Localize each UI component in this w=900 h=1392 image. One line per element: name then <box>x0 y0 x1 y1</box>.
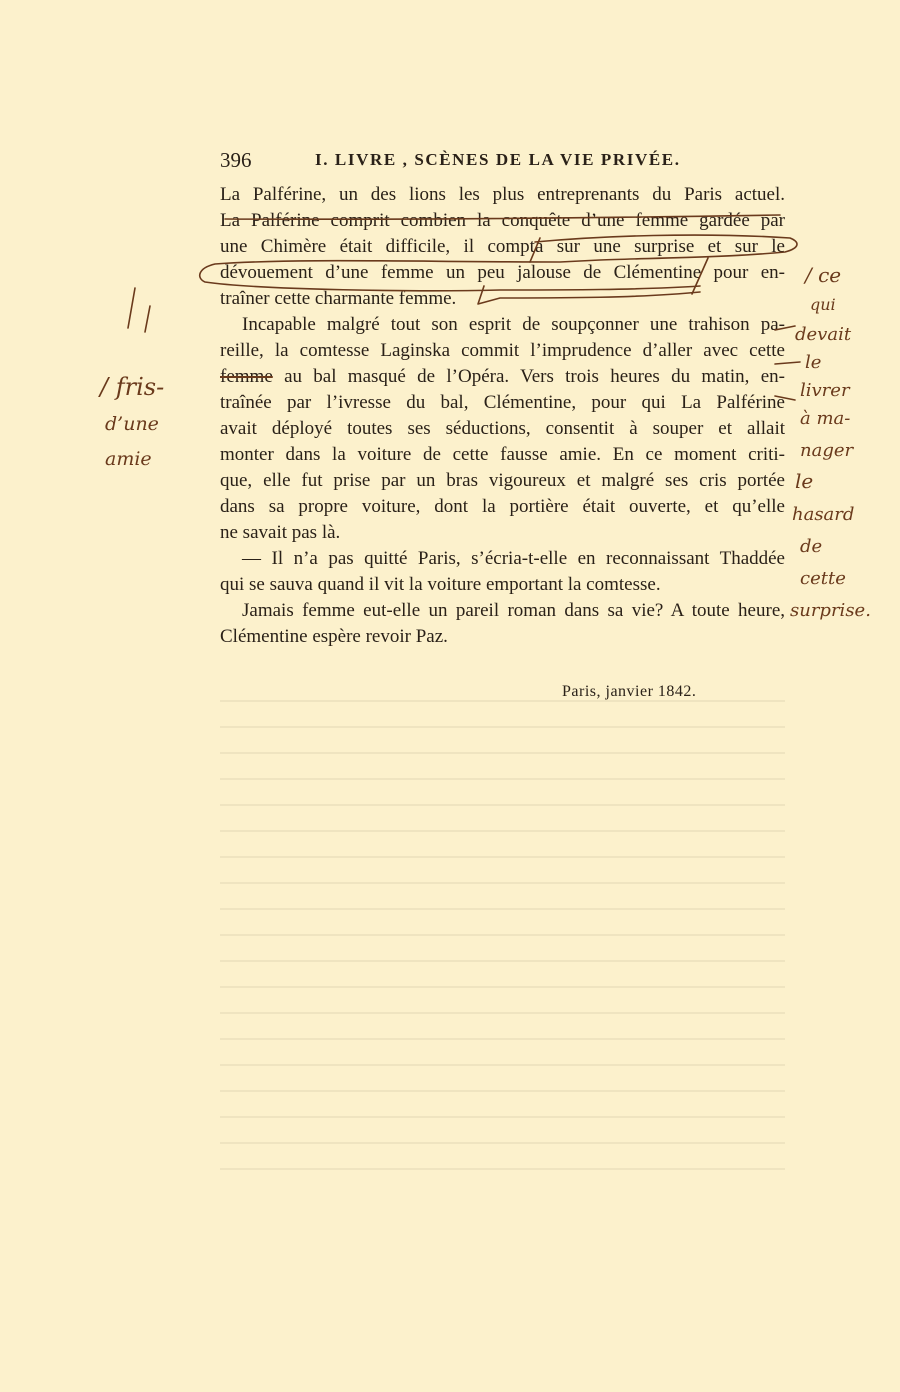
text-line: ne savait pas là. <box>220 522 341 543</box>
right-note-line: nager <box>800 440 854 461</box>
right-note-line: de <box>800 536 823 557</box>
text-line: — Il n’a pas quitté Paris, s’écria-t-elle en reconnaissant Thaddée <box>242 548 785 569</box>
left-note-slashes <box>128 288 150 332</box>
encircle-mark <box>200 235 797 291</box>
text-line-rest: au bal masqué de l’Opéra. Vers trois heures du matin, en- <box>284 366 785 387</box>
text-line: traîner cette charmante femme. <box>220 288 457 309</box>
right-note-line: à ma- <box>800 408 851 429</box>
struck-word: femme <box>220 366 273 387</box>
right-note-line: le <box>795 469 814 493</box>
right-note-line: devait <box>795 324 852 345</box>
page-number: 396 <box>220 148 252 172</box>
signature-date: Paris, janvier 1842. <box>562 683 697 700</box>
text-line: traînée par l’ivresse du bal, Clémentine, pour qui La Palférine <box>220 392 785 413</box>
text-line: dans sa propre voiture, dont la portière était ouverte, et qu’elle <box>220 496 785 517</box>
text-line: reille, la comtesse Laginska commit l’imprudence d’aller avec cette <box>220 340 785 361</box>
left-note-line: d’une <box>105 413 159 435</box>
text-line: qui se sauva quand il vit la voiture emportant la comtesse. <box>220 574 661 595</box>
text-line: avait déployé toutes ses séductions, consentit à souper et allait <box>220 418 785 439</box>
text-line: monter dans la voiture de cette fausse amie. En ce moment criti- <box>220 444 785 465</box>
text-line: que, elle fut prise par un bras vigoureux et malgré ses cris portée <box>220 470 785 491</box>
text-line: une Chimère était difficile, il compta sur une surprise et sur le <box>220 236 785 257</box>
right-note-line: livrer <box>800 380 850 401</box>
text-line: Incapable malgré tout son esprit de soupçonner une trahison pa- <box>242 314 785 335</box>
right-note-line: hasard <box>792 504 855 525</box>
text-line: Jamais femme eut-elle un pareil roman dans sa vie? A toute heure, <box>242 600 785 621</box>
text-line: La Palférine comprit combien la conquête d’une femme gardée par <box>220 210 785 231</box>
left-note-line: amie <box>105 448 152 470</box>
left-note-line: / fris- <box>100 373 165 401</box>
text-line: dévouement d’une femme un peu jalouse de Clémentine pour en- <box>220 262 785 283</box>
insertion-mark <box>692 258 708 294</box>
running-head: I. LIVRE , SCÈNES DE LA VIE PRIVÉE. <box>315 150 681 169</box>
text-line: Clémentine espère revoir Paz. <box>220 626 448 647</box>
right-note-line: cette <box>800 568 846 589</box>
right-note-line: / ce <box>805 263 842 287</box>
insertion-mark <box>225 215 780 219</box>
right-note-line: surprise. <box>790 600 871 621</box>
text-line: La Palférine, un des lions les plus entreprenants du Paris actuel. <box>220 184 785 205</box>
right-note-line: le <box>805 352 822 373</box>
right-note-line: qui <box>810 295 836 314</box>
